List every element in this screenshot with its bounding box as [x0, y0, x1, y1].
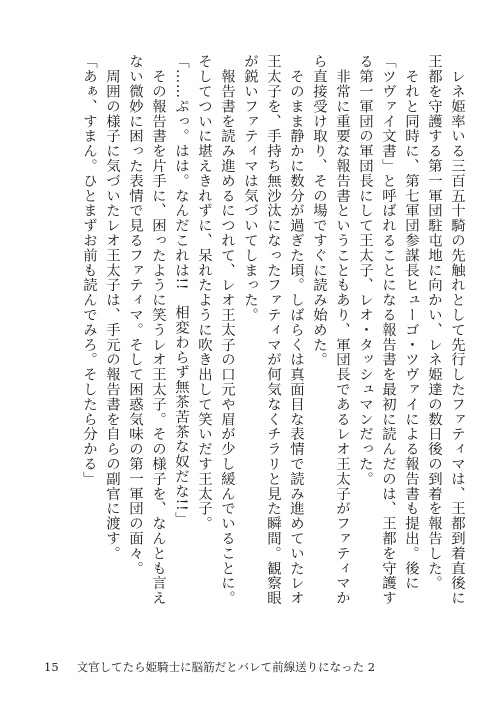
paragraph: それと同時に、第七軍団参謀長ヒューゴ・ツヴァイによる報告書も提出。後に「ツヴァイ文書」と呼ばれることになる報告書を最初に読んだのは、王都を守護する第一軍団の軍団長にして王太子、レオ・タッシュマンだった。	[357, 54, 419, 606]
dialogue-line: 「……ぷっ。はは。なんだこれは!! 相変わらず無茶苦茶な奴だな!!」	[173, 54, 189, 527]
page-number: 15	[44, 660, 59, 674]
running-title: 文官してたら姫騎士に脳筋だとバレて前線送りになった 2	[76, 660, 376, 674]
paragraph: レネ姫率いる三百五十騎の先触れとして先行したファティマは、王都到着直後に王都を守護する第一軍団駐屯地に向かい、レネ姫達の数日後の到着を報告した。	[426, 54, 465, 606]
paragraph: 周囲の様子に気づいたレオ王太子は、手元の報告書を自らの副官に渡す。	[104, 54, 120, 561]
paragraph: その報告書を片手に、困ったように笑うレオ王太子。その様子を、なんとも言えない微妙に困った表情で見るファティマ。そして困惑気味の第一軍団の面々。	[127, 54, 166, 606]
paragraph: 報告書を読み進めるにつれて、レオ王太子の口元や眉が少し緩んでいることに。そしてついに堪えきれずに、呆れたように吹き出して笑いだす王太子。	[196, 54, 235, 606]
dialogue-line: 「あぁ、すまん。ひとまずお前も読んでみろ。そしたら分かる」	[81, 54, 97, 487]
vertical-body-text	[32, 54, 468, 614]
page-footer	[44, 658, 375, 676]
paragraph: そのまま静かに数分が過ぎた頃。しばらくは真面目な表情で読み進めていたレオ王太子を、手持ち無沙汰になったファティマが何気なくチラリと見た瞬間。観察眼が鋭いファティマは気づいてしまった。	[242, 54, 304, 606]
paragraph: 非常に重要な報告書ということもあり、軍団長であるレオ王太子がファティマから直接受け取り、その場ですぐに読み始めた。	[311, 54, 350, 606]
